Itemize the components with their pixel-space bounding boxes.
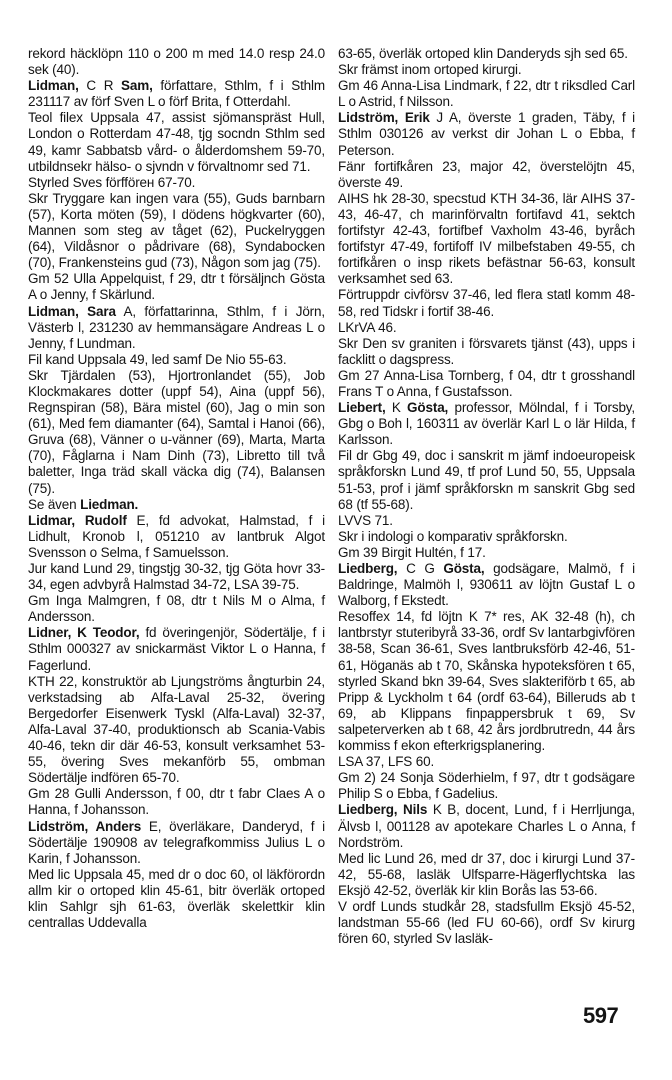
entry-paragraph: 63-65, överläk ortoped klin Danderyds sjh sed 65. (338, 46, 628, 61)
entry-paragraph: Gm 39 Birgit Hultén, f 17. (338, 544, 486, 560)
entry-paragraph: AIHS hk 28-30, specstud KTH 34-36, lär AIHS 37-43, 46-47, ch marinförvaltn fortifavd 41, sektch fortifstyr 42-43, fortifbef Vaxholm 43-46, byråch fortifstyr 47-49, fortifoff IV milbefstaben 49-55, ch fortifkåren o insp rikets befästnar 56-63, konsult verksamhet sed 63. (338, 190, 635, 287)
entry-paragraph: Med lic Uppsala 45, med dr o doc 60, ol läkförordn allm kir o ortoped klin 45-61, bitr överläk ortoped klin Sahlgr sjh 61-63, överläk skelettkir klin centrallas Uddevalla (28, 866, 325, 931)
entry-paragraph: Liebert, K Gösta, professor, Mölndal, f i Torsby, Gbg o Boh l, 160311 av överlär Karl L o lär Hilda, f Karlsson. (338, 400, 635, 448)
entry-paragraph: Skr främst inom ortoped kirurgi. (338, 62, 522, 78)
entry-paragraph: Skr Tjärdalen (53), Hjortronlandet (55), Job Klockmakares dotter (uppf 54), Aina (uppf 56), Regnspiran (58), Bära mistel (60), Jag o min son (61), Med fem diamanter (64), Samtal i Hanoi (66), Gruva (68), Vänner o u-vänner (69), Marta, Marta (70), Fåglarna i Nam Dinh (73), Libretto till två baletter, Inga träd skall väcka dig (74), Balansen (75). (28, 367, 325, 496)
entry-paragraph: LKrVA 46. (338, 319, 397, 335)
entry-paragraph: Fil kand Uppsala 49, led samf De Nio 55-63. (28, 351, 287, 367)
page-number: 597 (583, 1003, 619, 1028)
entry-paragraph: rekord häcklöpn 110 o 200 m med 14.0 resp 24.0 sek (40). (28, 46, 325, 78)
entry-paragraph: Skr Den sv graniten i försvarets tjänst (43), upps i facklitt o dagspress. (338, 335, 635, 367)
entry-paragraph: Lidmar, Rudolf E, fd advokat, Halmstad, f i Lidhult, Kronob l, 051210 av lantbruk Algot Svensson o Selma, f Samuelsson. (28, 512, 325, 560)
left-column (28, 46, 325, 931)
entry-paragraph: Fänr fortifkåren 23, major 42, överstelöjtn 45, överste 49. (338, 158, 635, 190)
entry-paragraph: Lidman, Sara A, författarinna, Sthlm, f i Jörn, Västerb l, 231230 av hemmansägare Andreas L o Jenny, f Lundman. (28, 303, 325, 351)
entry-paragraph: Med lic Lund 26, med dr 37, doc i kirurgi Lund 37-42, 55-68, lasläk Ulfsparre-Hägerflychtska las Eksjö 42-52, överläk kir klin Borås las 53-66. (338, 850, 635, 898)
entry-paragraph: Teol filex Uppsala 47, assist sjömanspräst Hull, London o Rotterdam 47-48, tjg socndn Sthlm sed 49, kamr Sabbatsb vård- o ålderdomshem 59-70, utbildnsekr hälso- o sjvndn v förvaltnomr sed 71. (28, 110, 325, 174)
entry-paragraph: LSA 37, LFS 60. (338, 754, 435, 770)
entry-paragraph: Lidman, C R Sam, författare, Sthlm, f i Sthlm 231117 av förf Sven L o förf Brita, f Otterdahl. (28, 78, 325, 110)
entry-paragraph: Skr i indologi o komparativ språkforskn. (338, 528, 568, 544)
right-column (338, 46, 635, 947)
entry-paragraph: Lidström, Erik J A, överste 1 graden, Täby, f i Sthlm 030126 av verkst dir Johan L o Ebba, f Peterson. (338, 110, 635, 158)
entry-paragraph: Se även Liedman. (28, 496, 139, 512)
entry-paragraph: Skr Tryggare kan ingen vara (55), Guds barnbarn (57), Korta möten (59), I dödens högkvarter (60), Mannen som steg av tåget (62), Puckelryggen (64), Vildåsnor o pådrivare (68), Syndabocken (70), Frankensteins gud (73), Någon som jag (75). (28, 190, 325, 271)
entry-paragraph: Lidner, K Teodor, fd överingenjör, Södertälje, f i Sthlm 000327 av snickarmäst Viktor L o Hanna, f Fagerlund. (28, 625, 325, 673)
entry-paragraph: Liedberg, Nils K B, docent, Lund, f i Herrljunga, Älvsb l, 001128 av apotekare Charles L o Anna, f Nordström. (338, 802, 635, 850)
entry-paragraph: Jur kand Lund 29, tingstjg 30-32, tjg Göta hovr 33-34, egen advbyrå Halmstad 34-72, LSA 39-75. (28, 561, 325, 593)
entry-paragraph: KTH 22, konstruktör ab Ljungströms ångturbin 24, verkstadsing ab Alfa-Laval 25-32, övering Bergedorfer Eisenwerk Tyskl (Alfa-Laval) 32-37, Alfa-Laval 37-40, produktionsch ab Scania-Vabis 40-46, tekn dir där 46-53, konsult verksamhet 53-55, övering Sves mekanförb 55, ombman Södertälje indfören 65-70. (28, 673, 325, 786)
entry-paragraph: Lidström, Anders E, överläkare, Danderyd, f i Södertälje 190908 av telegrafkommiss Julius L o Karin, f Johansson. (28, 818, 325, 866)
entry-paragraph: LVVS 71. (338, 512, 393, 528)
entry-paragraph: Styrled Sves förfförен 67-70. (28, 174, 196, 190)
entry-paragraph: Gm Inga Malmgren, f 08, dtr t Nils M o Alma, f Andersson. (28, 593, 325, 625)
entry-paragraph: Gm 27 Anna-Lisa Tornberg, f 04, dtr t grosshandl Frans T o Anna, f Gustafsson. (338, 367, 635, 399)
entry-paragraph: V ordf Lunds studkår 28, stadsfullm Eksjö 45-52, landstman 55-66 (led FU 60-66), ordf Sv kirurg fören 60, styrled Sv lasläk- (338, 898, 635, 947)
entry-paragraph: Fil dr Gbg 49, doc i sanskrit m jämf indoeuropeisk språkforskn Lund 49, tf prof Lund 50, 55, Uppsala 51-53, prof i jämf språkforskn m sanskrit Gbg sed 68 (tf 55-68). (338, 448, 635, 512)
entry-paragraph: Gm 46 Anna-Lisa Lindmark, f 22, dtr t riksdled Carl L o Astrid, f Nilsson. (338, 78, 635, 110)
entry-paragraph: Gm 52 Ulla Appelquist, f 29, dtr t försäljnch Gösta A o Jenny, f Skärlund. (28, 271, 325, 303)
entry-paragraph: Resoffex 14, fd löjtn K 7* res, AK 32-48 (h), ch lantbrstyr stuteribyrå 33-36, ordf Sv lantarbgivfören 38-58, Scan 36-61, Sves lantbruksförb 42-46, 51-61, Höganäs ab t 70, Skånska hypoteksfören t 65, styrled Skand bkn 39-64, Sves slakteriförb t 65, ab Pripp & Lyckholm t 64 (ordf 63-64), Billeruds ab t 69, ab Klippans finpappersbruk t 69, Sv salpeterverken ab t 68, 42 års jordbrutredn, 44 års kommiss f ekon efterkrigsplanering. (338, 609, 635, 754)
entry-paragraph: Liedberg, C G Gösta, godsägare, Malmö, f i Baldringe, Malmöh l, 930611 av löjtn Gustaf L o Walborg, f Ekstedt. (338, 561, 635, 609)
entry-paragraph: Gm 2) 24 Sonja Söderhielm, f 97, dtr t godsägare Philip S o Ebba, f Gadelius. (338, 770, 635, 802)
entry-paragraph: Gm 28 Gulli Andersson, f 00, dtr t fabr Claes A o Hanna, f Johansson. (28, 786, 325, 818)
entry-paragraph: Förtruppdr civförsv 37-46, led flera statl komm 48-58, red Tidskr i fortif 38-46. (338, 287, 635, 319)
